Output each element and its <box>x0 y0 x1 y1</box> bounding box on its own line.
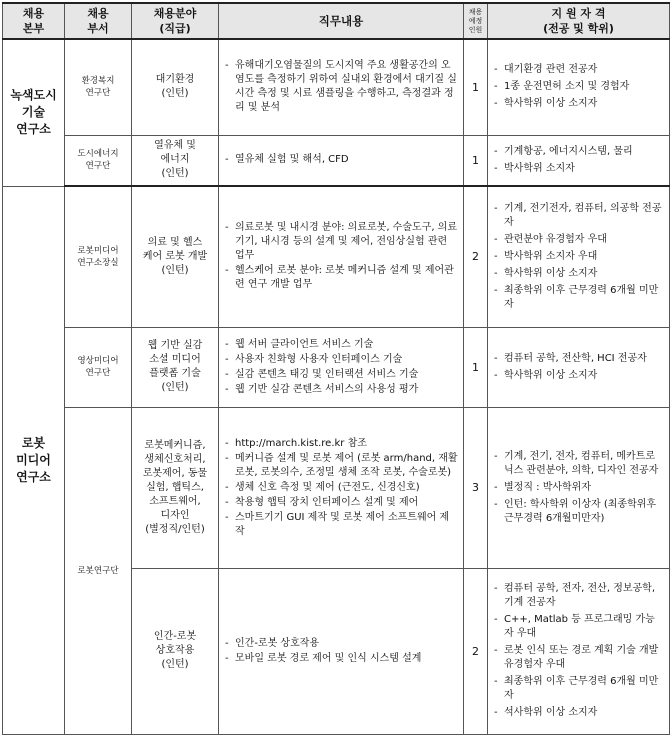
table-row <box>3 186 670 327</box>
hq-cell: 로봇 미디어 연구소 <box>3 186 65 734</box>
field-cell: 열유체 및 에너지 (인턴) <box>132 135 219 186</box>
list-item: - 웹 기반 실감 콘텐츠 서비스의 사용성 평가 <box>223 383 458 397</box>
list-item: - 박사학위 소지자 <box>492 162 664 176</box>
duties-list <box>223 221 458 292</box>
list-item: - 실감 콘텐츠 태깅 및 인터랙션 서비스 기술 <box>223 368 458 382</box>
list-item: - 스마트기기 GUI 제작 및 로봇 제어 소프트웨어 제작 <box>223 511 458 539</box>
count-cell: 2 <box>464 568 488 734</box>
quals-list <box>492 352 664 383</box>
list-item: - 대기환경 관련 전공자 <box>492 63 664 77</box>
list-item: - 별정직 : 박사학위자 <box>492 481 664 495</box>
quals-list <box>492 145 664 176</box>
field-cell: 의료 및 헬스 케어 로봇 개발 (인턴) <box>132 186 219 327</box>
duties-list <box>223 59 458 115</box>
dept-cell: 영상미디어 연구단 <box>65 327 132 407</box>
list-item: - 열유체 실험 및 해석, CFD <box>223 153 458 167</box>
dept-cell: 로봇미디어 연구소장실 <box>65 186 132 327</box>
list-item: - 기계, 전기전자, 컴퓨터, 의공학 전공자 <box>492 202 664 230</box>
list-item: - 컴퓨터 공학, 전산학, HCI 전공자 <box>492 352 664 366</box>
count-cell: 3 <box>464 407 488 568</box>
list-item: - 모바일 로봇 경로 제어 및 인식 시스템 설계 <box>223 652 458 666</box>
quals-cell <box>488 407 670 568</box>
header-duties: 직무내용 <box>219 3 464 39</box>
list-item: - 학사학위 이상 소지자 <box>492 97 664 111</box>
quals-list <box>492 63 664 111</box>
list-item: - 사용자 친화형 사용자 인터페이스 기술 <box>223 353 458 367</box>
list-item: - 생체 신호 측정 및 제어 (근전도, 신경신호) <box>223 481 458 495</box>
table-row <box>3 39 670 135</box>
list-item: - http://march.kist.re.kr 참조 <box>223 437 458 451</box>
duties-cell <box>219 568 464 734</box>
list-item: - 학사학위 이상 소지자 <box>492 369 664 383</box>
list-item: - 메커니즘 설계 및 로봇 제어 (로봇 arm/hand, 재활로봇, 로봇의수, 조정밀 생체 조작 로봇, 수술로봇) <box>223 452 458 480</box>
count-cell: 2 <box>464 186 488 327</box>
list-item: - 인간-로봇 상호작용 <box>223 637 458 651</box>
duties-cell <box>219 407 464 568</box>
quals-cell <box>488 186 670 327</box>
list-item: - 착용형 햅틱 장치 인터페이스 설계 및 제어 <box>223 496 458 510</box>
dept-cell: 환경복지 연구단 <box>65 39 132 135</box>
list-item: - C++, Matlab 등 프로그래밍 가능자 우대 <box>492 613 664 641</box>
table-row <box>3 327 670 407</box>
header-hq: 채용 본부 <box>3 3 65 39</box>
duties-list <box>223 637 458 666</box>
field-cell: 인간-로봇 상호작용 (인턴) <box>132 568 219 734</box>
duties-cell <box>219 186 464 327</box>
duties-list <box>223 338 458 397</box>
hq-cell: 녹색도시 기술 연구소 <box>3 39 65 186</box>
list-item: - 기계, 전기, 전자, 컴퓨터, 메카트로닉스 관련분야, 의학, 디자인 전공자 <box>492 450 664 478</box>
duties-cell <box>219 39 464 135</box>
header-quals: 지 원 자 격 (전공 및 학위) <box>488 3 670 39</box>
list-item: - 인턴: 학사학위 이상자 (최종학위후 근무경력 6개월미만자) <box>492 498 664 526</box>
count-cell: 1 <box>464 39 488 135</box>
table-row <box>3 135 670 186</box>
dept-cell: 로봇연구단 <box>65 407 132 734</box>
list-item: - 석사학위 이상 소지자 <box>492 706 664 720</box>
list-item: - 컴퓨터 공학, 전자, 전산, 정보공학, 기계 전공자 <box>492 582 664 610</box>
duties-list <box>223 153 458 167</box>
list-item: - 관련분야 유경험자 우대 <box>492 233 664 247</box>
list-item: - 1종 운전면허 소지 및 경험자 <box>492 80 664 94</box>
field-cell: 대기환경 (인턴) <box>132 39 219 135</box>
count-cell: 1 <box>464 135 488 186</box>
list-item: - 웹 서버 클라이언트 서비스 기술 <box>223 338 458 352</box>
list-item: - 의료로봇 및 내시경 분야: 의료로봇, 수술도구, 의료기기, 내시경 등의 설계 및 제어, 전임상실험 관련 업무 <box>223 221 458 263</box>
header-field: 채용분야 (직급) <box>132 3 219 39</box>
quals-list <box>492 582 664 720</box>
quals-list <box>492 450 664 526</box>
list-item: - 로봇 인식 또는 경로 계획 기술 개발 유경험자 우대 <box>492 644 664 672</box>
quals-cell <box>488 135 670 186</box>
quals-cell <box>488 568 670 734</box>
recruitment-table <box>2 2 670 735</box>
list-item: - 최종학위 이후 근무경력 6개월 미만자 <box>492 675 664 703</box>
header-row <box>3 3 670 39</box>
count-cell: 1 <box>464 327 488 407</box>
list-item: - 학사학위 이상 소지자 <box>492 267 664 281</box>
duties-cell <box>219 135 464 186</box>
dept-cell: 도시에너지 연구단 <box>65 135 132 186</box>
field-cell: 웹 기반 실감 소셜 미디어 플랫폼 기술 (인턴) <box>132 327 219 407</box>
table-row <box>3 407 670 568</box>
list-item: - 박사학위 소지자 우대 <box>492 250 664 264</box>
list-item: - 기계항공, 에너지시스템, 물리 <box>492 145 664 159</box>
list-item: - 유해대기오염물질의 도시지역 주요 생활공간의 오염도를 측정하기 위하여 실내외 환경에서 대기질 실시간 측정 및 시료 샘플링을 수행하고, 측정결과 정리 및 분석 <box>223 59 458 115</box>
quals-cell <box>488 327 670 407</box>
duties-cell <box>219 327 464 407</box>
duties-list <box>223 437 458 539</box>
header-dept: 채용 부서 <box>65 3 132 39</box>
list-item: - 헬스케어 로봇 분야: 로봇 메커니즘 설계 및 제어관련 연구 개발 업무 <box>223 264 458 292</box>
quals-cell <box>488 39 670 135</box>
header-count: 채용 예정 인원 <box>464 3 488 39</box>
field-cell: 로봇메커니즘, 생체신호처리, 로봇제어, 동물 실험, 햅틱스, 소프트웨어, 디자인 (별정직/인턴) <box>132 407 219 568</box>
list-item: - 최종학위 이후 근무경력 6개월 미만자 <box>492 284 664 312</box>
quals-list <box>492 202 664 312</box>
